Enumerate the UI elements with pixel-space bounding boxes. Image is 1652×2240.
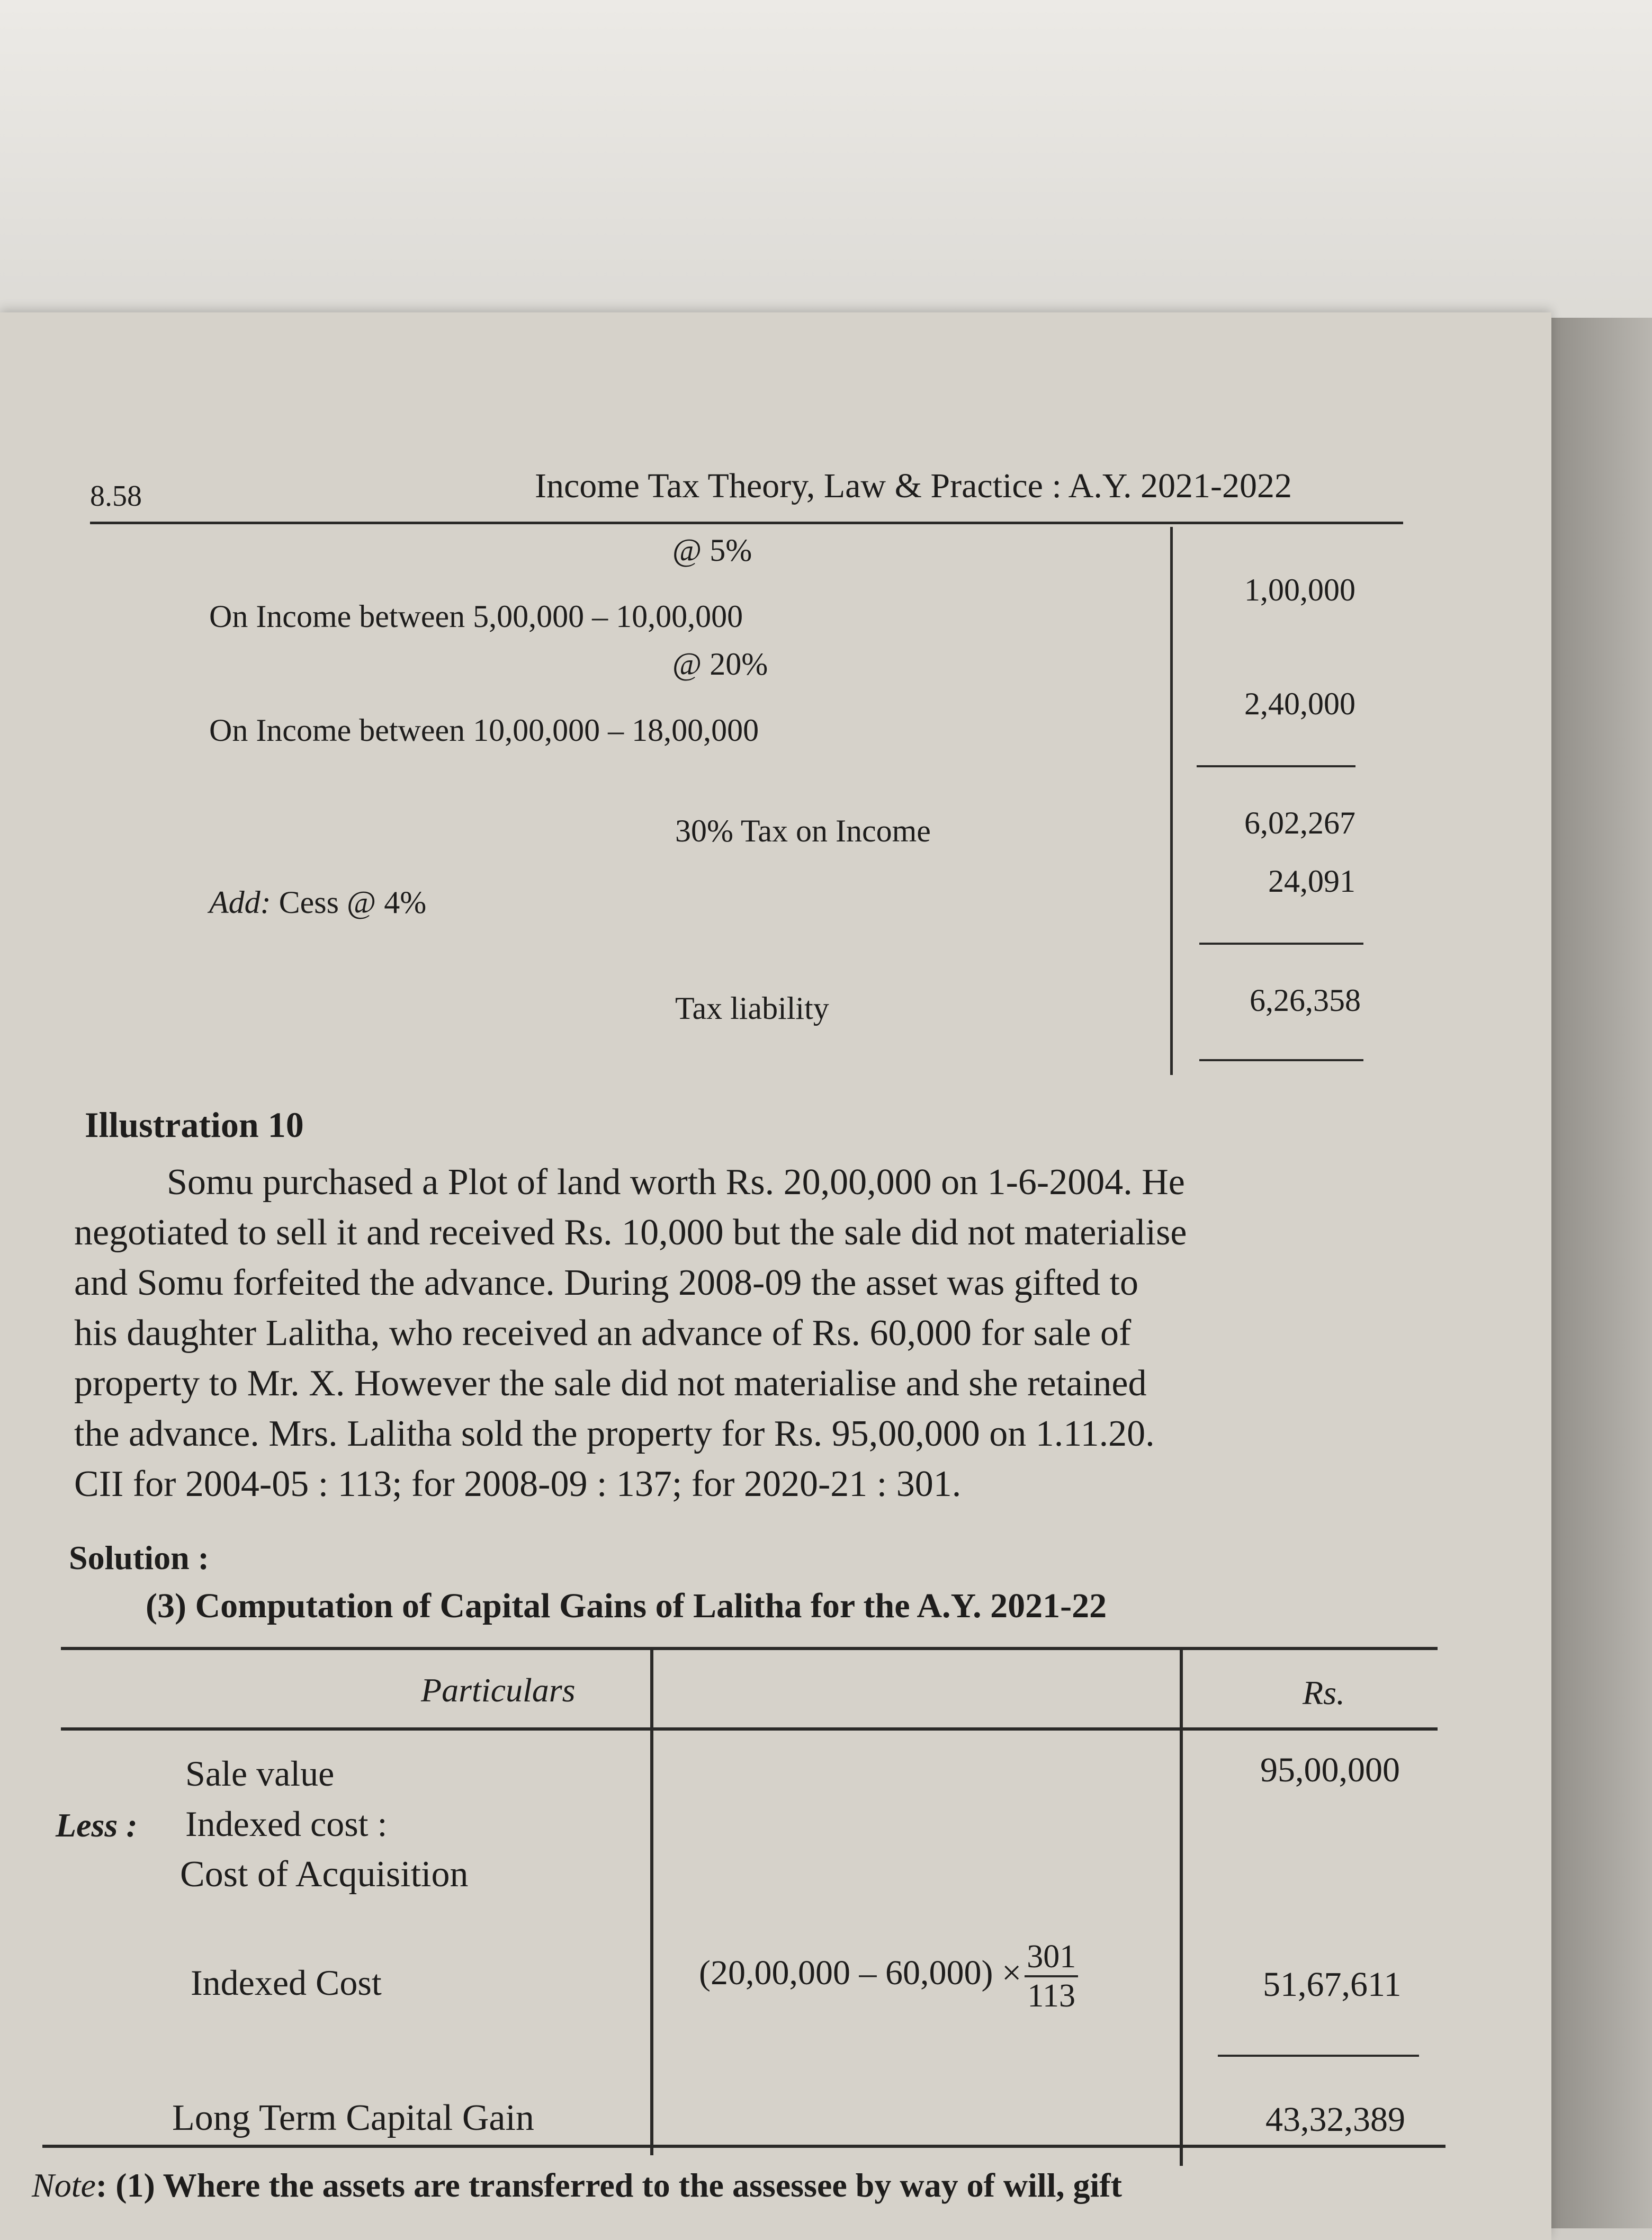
cg-table-top-rule <box>61 1647 1438 1650</box>
book-title: Income Tax Theory, Law & Practice : A.Y. 2021-2022 <box>535 467 1292 505</box>
cii-numerator: 301 <box>1025 1938 1078 1977</box>
rate-5-label: @ 5% <box>672 533 752 568</box>
computation-title: (3) Computation of Capital Gains of Lalitha for the A.Y. 2021-22 <box>146 1587 1107 1625</box>
col-rs: Rs. <box>1303 1674 1345 1712</box>
cess-add-prefix: Add: <box>209 885 271 920</box>
cg-table-divider-2 <box>1180 1647 1183 2166</box>
note-label: Note <box>32 2166 96 2204</box>
note-text: : (1) Where the assets are transferred to the assessee by way of will, gift <box>95 2166 1122 2204</box>
income-band-1-amount: 1,00,000 <box>1244 572 1355 607</box>
indexed-cost-underline <box>1218 2055 1419 2057</box>
col-particulars: Particulars <box>421 1671 576 1709</box>
ltcg-amount: 43,32,389 <box>1265 2100 1405 2139</box>
cg-table-bottom-rule <box>42 2145 1446 2148</box>
income-band-1-label: On Income between 5,00,000 – 10,00,000 <box>209 599 743 634</box>
indexation-formula <box>699 1938 1078 2014</box>
indexed-cost-heading: Indexed cost : <box>185 1804 388 1844</box>
cess-underline <box>1199 943 1363 945</box>
illustration-line: property to Mr. X. However the sale did not materialise and she retained <box>74 1363 1147 1404</box>
indexed-cost-label: Indexed Cost <box>191 1963 382 2003</box>
note-line <box>32 2166 1122 2205</box>
tax-on-income-amount: 6,02,267 <box>1244 805 1355 840</box>
sale-value-label: Sale value <box>185 1753 335 1794</box>
illustration-line: the advance. Mrs. Lalitha sold the property for Rs. 95,00,000 on 1.11.20. <box>74 1413 1155 1454</box>
tax-liability-amount: 6,26,358 <box>1250 983 1361 1018</box>
tax-on-income-label: 30% Tax on Income <box>675 813 931 848</box>
cii-fraction <box>1025 1938 1078 2014</box>
solution-label: Solution : <box>69 1539 209 1576</box>
illustration-line: negotiated to sell it and received Rs. 10,000 but the sale did not materialise <box>74 1212 1187 1253</box>
page-number: 8.58 <box>90 480 142 513</box>
ltcg-label: Long Term Capital Gain <box>172 2098 534 2138</box>
illustration-line: his daughter Lalitha, who received an advance of Rs. 60,000 for sale of <box>74 1313 1132 1354</box>
background-surface <box>0 0 1652 328</box>
tax-liability-underline <box>1199 1059 1363 1061</box>
formula-left: (20,00,000 – 60,000) × <box>699 1954 1022 1993</box>
cii-denominator: 113 <box>1027 1978 1076 2014</box>
sale-value-amount: 95,00,000 <box>1260 1751 1400 1789</box>
income-band-2-label: On Income between 10,00,000 – 18,00,000 <box>209 713 759 748</box>
illustration-line: and Somu forfeited the advance. During 2008-09 the asset was gifted to <box>74 1262 1139 1303</box>
cost-of-acquisition-label: Cost of Acquisition <box>180 1854 469 1895</box>
book-page-edge <box>1538 318 1652 2228</box>
rate-20-label: @ 20% <box>672 647 768 682</box>
illustration-title: Illustration 10 <box>85 1105 304 1145</box>
cess-text: Cess @ 4% <box>279 885 427 920</box>
indexed-cost-amount: 51,67,611 <box>1263 1965 1402 2004</box>
illustration-line: Somu purchased a Plot of land worth Rs. 20,00,000 on 1-6-2004. He <box>167 1162 1185 1203</box>
illustration-body <box>74 1157 1435 1509</box>
cg-table-divider-1 <box>650 1647 653 2155</box>
cess-label <box>209 884 426 921</box>
cess-amount: 24,091 <box>1268 864 1355 899</box>
income-band-2-amount: 2,40,000 <box>1244 686 1355 721</box>
subtotal-underline <box>1197 765 1355 767</box>
header-rule <box>90 522 1403 524</box>
less-label: Less : <box>56 1806 138 1844</box>
illustration-line: CII for 2004-05 : 113; for 2008-09 : 137; for 2020-21 : 301. <box>74 1464 962 1504</box>
tax-liability-label: Tax liability <box>675 991 829 1026</box>
cg-table-header-rule <box>61 1727 1438 1731</box>
